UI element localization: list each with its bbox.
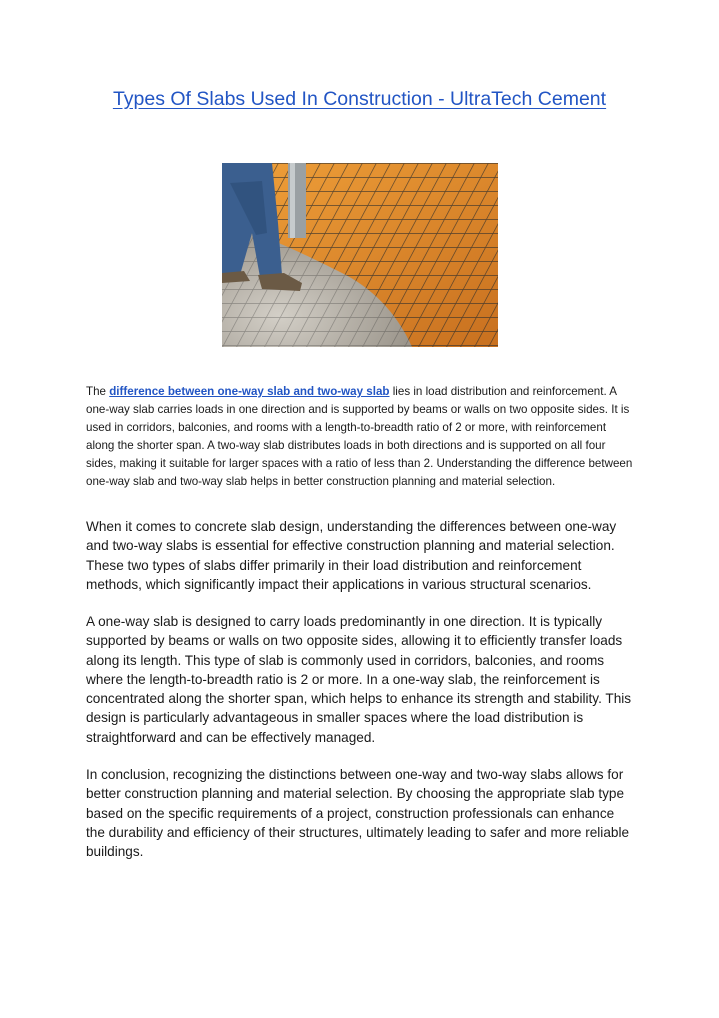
intro-rest: lies in load distribution and reinforcement. A one-way slab carries loads in one direction and is supported by beams or walls on two opposite sides. It is used in corridors, balconies, and rooms with a length-to-breadth ratio of 2 or more, with reinforcement along the shorter span. A two-way slab distributes loads in both directions and is supported on all four sides, making it suitable for larger spaces with a ratio of less than 2. Understanding the difference between one-way slab and two-way slab helps in better construction planning and material selection. xyxy=(86,385,633,488)
title-link[interactable]: Types Of Slabs Used In Construction - UltraTech Cement xyxy=(112,88,607,110)
construction-photo xyxy=(222,163,498,347)
intro-paragraph xyxy=(86,383,634,491)
body-paragraph-3: In conclusion, recognizing the distinctions between one-way and two-way slabs allows for better construction planning and material selection. By choosing the appropriate slab type based on the specific requirements of a project, construction professionals can enhance the durability and efficiency of their structures, ultimately leading to safer and more reliable buildings. xyxy=(86,767,630,860)
body-paragraph-1: When it comes to concrete slab design, understanding the differences between one-way and two-way slabs is essential for effective construction planning and material selection. These two types of slabs differ primarily in their load distribution and reinforcement methods, which significantly impact their applications in various structural scenarios. xyxy=(86,519,617,592)
body-paragraph-2: A one-way slab is designed to carry loads predominantly in one direction. It is typically supported by beams or walls on two opposite sides, allowing it to efficiently transfer loads along its length. This type of slab is commonly used in corridors, balconies, and rooms where the length-to-breadth ratio is 2 or more. In a one-way slab, the reinforcement is concentrated along the shorter span, which helps to enhance its strength and stability. This design is particularly advantageous in smaller spaces where the load distribution is straightforward and can be effectively managed. xyxy=(86,614,632,745)
difference-link[interactable]: difference between one-way slab and two-way slab xyxy=(109,385,390,398)
intro-lead: The xyxy=(86,385,106,398)
page-title[interactable] xyxy=(0,88,719,111)
